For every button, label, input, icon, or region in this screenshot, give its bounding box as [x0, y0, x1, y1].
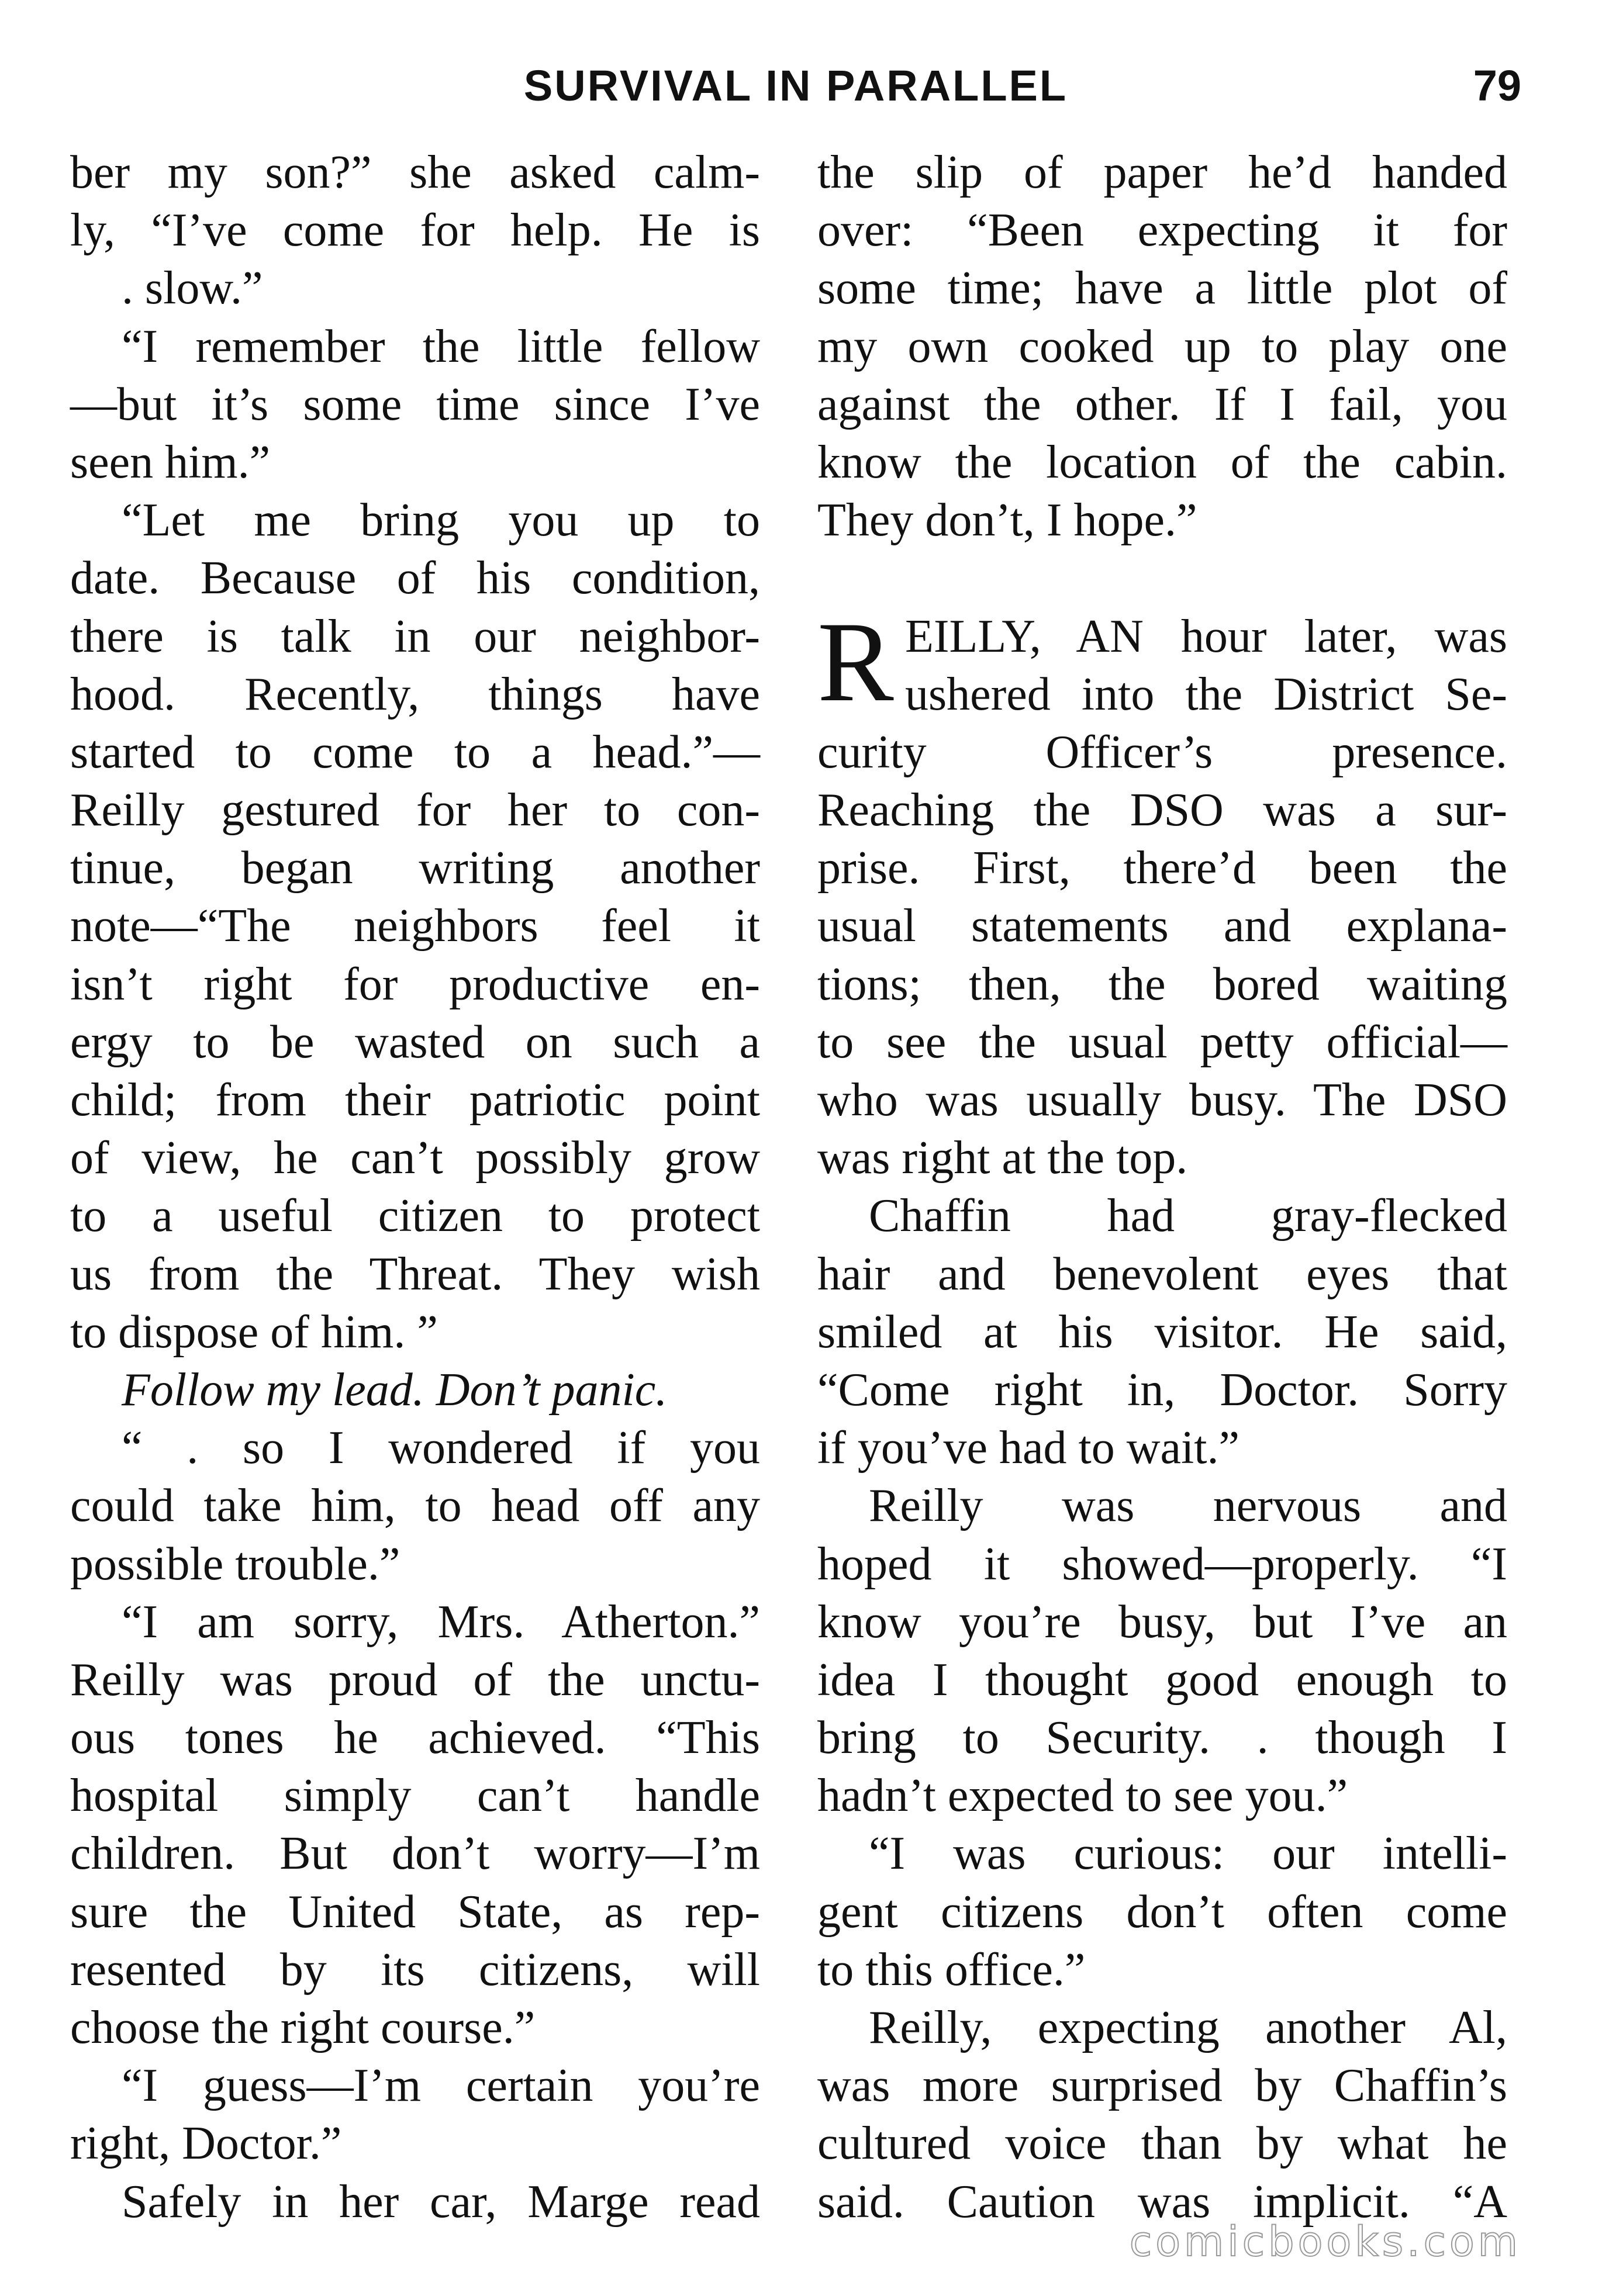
text-line: sure the United State, as rep- — [70, 1886, 760, 1938]
text-line: against the other. If I fail, you — [817, 378, 1507, 430]
text-line: hospital simply can’t handle — [70, 1770, 760, 1822]
running-head — [70, 54, 1521, 118]
text-line: bring to Security. . though I — [817, 1712, 1507, 1764]
text-line: Reilly gestured for her to con- — [70, 784, 760, 836]
text-line: Reilly was proud of the unctu- — [70, 1654, 760, 1706]
text-line: curity Officer’s presence. — [817, 726, 1507, 778]
text-line: “I am sorry, Mrs. Atherton.” — [122, 1596, 760, 1648]
text-line: Chaffin had gray-flecked — [869, 1190, 1507, 1242]
text-line: ous tones he achieved. “This — [70, 1712, 760, 1764]
text-line: said. Caution was implicit. “A — [817, 2176, 1507, 2228]
text-line: idea I thought good enough to — [817, 1654, 1507, 1706]
text-line: of view, he can’t possibly grow — [70, 1132, 760, 1184]
text-line: some time; have a little plot of — [817, 262, 1507, 314]
text-line: tions; then, the bored waiting — [817, 958, 1507, 1010]
text-line: know you’re busy, but I’ve an — [817, 1596, 1507, 1648]
text-line: if you’ve had to wait.” — [817, 1422, 1239, 1474]
text-line: Safely in her car, Marge read — [122, 2176, 760, 2228]
text-line: seen him.” — [70, 436, 271, 488]
text-line: was right at the top. — [817, 1132, 1188, 1184]
text-line: hair and benevolent eyes that — [817, 1248, 1507, 1300]
text-line: us from the Threat. They wish — [70, 1248, 760, 1300]
text-line: hoped it showed—properly. “I — [817, 1538, 1507, 1590]
text-line: “I was curious: our intelli- — [869, 1828, 1507, 1880]
text-line: over: “Been expecting it for — [817, 205, 1507, 257]
text-line: Reilly was nervous and — [869, 1480, 1507, 1532]
text-line: “Let me bring you up to — [122, 495, 760, 547]
text-line: “ . so I wondered if you — [122, 1422, 760, 1474]
text-line: choose the right course.” — [70, 2002, 536, 2053]
section-break — [817, 549, 1507, 607]
left-column — [70, 144, 760, 2231]
text-line: “Come right in, Doctor. Sorry — [817, 1364, 1507, 1416]
text-line: the slip of paper he’d handed — [817, 147, 1507, 198]
text-line: note—“The neighbors feel it — [70, 900, 760, 952]
text-line: prise. First, there’d been the — [817, 842, 1507, 894]
text-line: date. Because of his condition, — [70, 552, 760, 604]
text-line: isn’t right for productive en- — [70, 958, 760, 1010]
text-line: They don’t, I hope.” — [817, 495, 1197, 547]
text-line: to see the usual petty official— — [817, 1016, 1507, 1068]
text-line: “I guess—I’m certain you’re — [122, 2060, 760, 2112]
text-line: my own cooked up to play one — [817, 320, 1507, 372]
text-line: children. But don’t worry—I’m — [70, 1828, 760, 1880]
text-line: tinue, began writing another — [70, 842, 760, 894]
text-line: EILLY, AN hour later, was — [905, 610, 1507, 662]
text-line: know the location of the cabin. — [817, 436, 1507, 488]
text-line: ergy to be wasted on such a — [70, 1016, 760, 1068]
text-line: could take him, to head off any — [70, 1480, 760, 1532]
section-opening — [817, 598, 1507, 725]
text-line: child; from their patriotic point — [70, 1074, 760, 1126]
right-column — [817, 144, 1507, 2231]
text-line: who was usually busy. The DSO — [817, 1074, 1507, 1126]
text-line: possible trouble.” — [70, 1538, 400, 1590]
text-line: hadn’t expected to see you.” — [817, 1770, 1348, 1822]
text-line: gent citizens don’t often come — [817, 1886, 1507, 1938]
text-line: ushered into the District Se- — [905, 668, 1507, 720]
text-line: resented by its citizens, will — [70, 1944, 760, 1996]
text-line: usual statements and explana- — [817, 900, 1507, 952]
watermark: comicbooks.com — [1129, 2218, 1521, 2266]
text-line: right, Doctor.” — [70, 2118, 342, 2170]
drop-cap: R — [817, 598, 894, 725]
text-line: . slow.” — [122, 262, 263, 314]
text-line: was more surprised by Chaffin’s — [817, 2060, 1507, 2112]
text-line: Reilly, expecting another Al, — [869, 2002, 1507, 2053]
text-line: to dispose of him. ” — [70, 1306, 438, 1358]
text-line: to a useful citizen to protect — [70, 1190, 760, 1242]
text-line: ly, “I’ve come for help. He is — [70, 205, 760, 257]
text-line: “I remember the little fellow — [122, 320, 760, 372]
text-line: cultured voice than by what he — [817, 2118, 1507, 2170]
text-line: ber my son?” she asked calm- — [70, 147, 760, 198]
text-line: to this office.” — [817, 1944, 1086, 1996]
page-number: 79 — [1473, 61, 1521, 110]
text-line: Reaching the DSO was a sur- — [817, 784, 1507, 836]
text-line: hood. Recently, things have — [70, 668, 760, 720]
text-line: smiled at his visitor. He said, — [817, 1306, 1507, 1358]
text-line: started to come to a head.”— — [70, 726, 760, 778]
text-line: —but it’s some time since I’ve — [70, 378, 760, 430]
italic-thought-line: Follow my lead. Don’t panic. — [122, 1364, 668, 1416]
page-title: SURVIVAL IN PARALLEL — [523, 61, 1068, 110]
text-line: there is talk in our neighbor- — [70, 610, 760, 662]
